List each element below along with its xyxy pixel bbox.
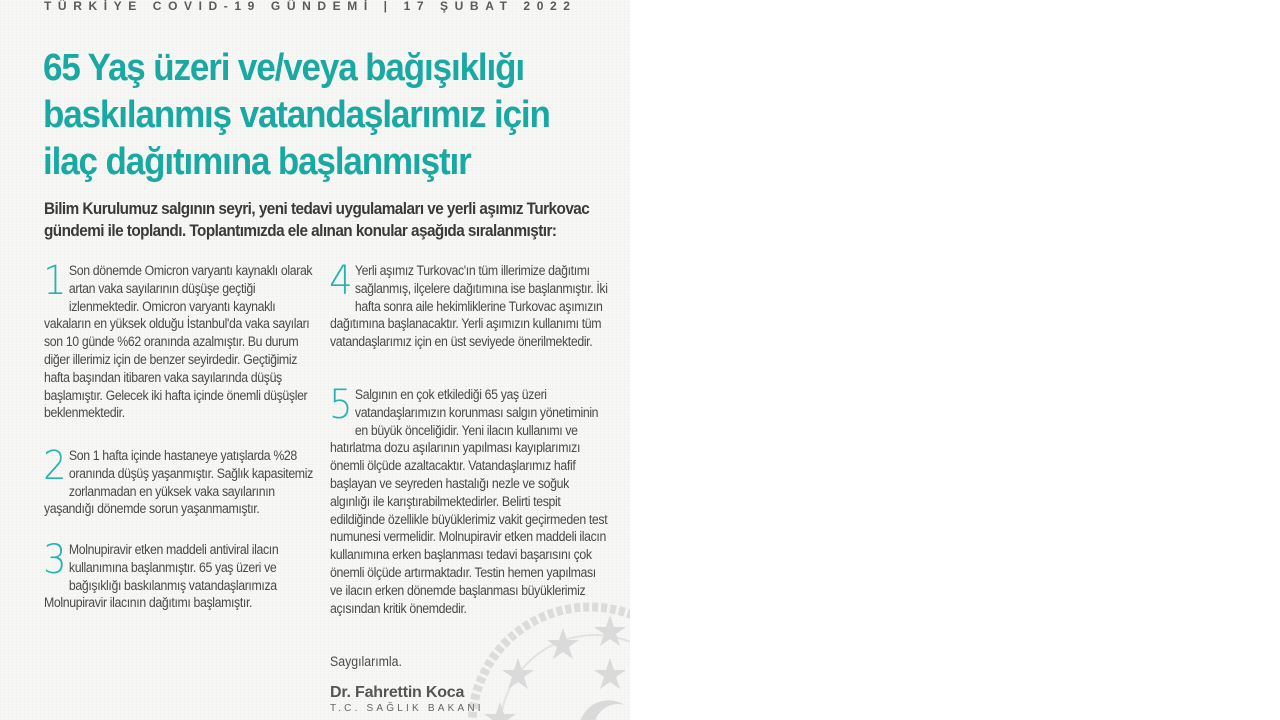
closing-text: Saygılarımla. bbox=[330, 654, 402, 669]
item-text: Son 1 hafta içinde hastaneye yatışlarda %28 oranında düşüş yaşanmıştır. Sağlık kapasitemiz zorlanmadan en yüksek vaka sayılarının yaşandığı dönemde sorun yaşanmamıştır. bbox=[44, 448, 313, 517]
item-text: Son dönemde Omicron varyantı kaynaklı olarak artan vaka sayılarının düşüşe geçtiği izlenmektedir. Omicron varyantı kaynaklı vakaların en yüksek olduğu İstanbul'da vaka sayıları son 10 günde %62 oranında azalmıştır. Bu durum diğer illerimiz için de benzer seyirdedir. Geçtiğimiz hafta başından itibaren vaka sayılarında düşüş başlamıştır. Gelecek iki hafta içinde önemli düşüşler beklenmektedir. bbox=[44, 263, 313, 421]
item-number: 2 bbox=[43, 443, 67, 489]
signature-name: Dr. Fahrettin Koca bbox=[330, 684, 465, 701]
item-number: 5 bbox=[329, 382, 353, 428]
item-number: 3 bbox=[43, 537, 67, 583]
intro-paragraph: Bilim Kurulumuz salgının seyri, yeni tedavi uygulamaları ve yerli aşımız Turkovac gündemi ile toplandı. Toplantımızda ele alınan konular aşağıda sıralanmıştır: bbox=[44, 199, 590, 240]
list-item bbox=[329, 258, 611, 351]
ministry-emblem-icon bbox=[460, 590, 630, 720]
item-number: 1 bbox=[43, 258, 67, 304]
list-item bbox=[43, 258, 320, 422]
header-line: TÜRKİYE COVID-19 GÜNDEMİ | 17 ŞUBAT 2022 bbox=[44, 0, 577, 13]
item-text: Molnupiravir etken maddeli antiviral ilacın kullanımına başlanmıştır. 65 yaş üzeri ve bağışıklığı baskılanmış vatandaşlarımıza Molnupiravir ilacının dağıtımı başlamıştır. bbox=[44, 542, 279, 611]
signature-title: T.C. SAĞLIK BAKANI bbox=[330, 703, 484, 714]
item-number: 4 bbox=[329, 258, 353, 304]
page-title: 65 Yaş üzeri ve/veya bağışıklığı baskılanmış vatandaşlarımız için ilaç dağıtımına başlanmıştır bbox=[43, 47, 550, 183]
list-item bbox=[43, 537, 320, 612]
list-item bbox=[43, 443, 320, 518]
item-text: Yerli aşımız Turkovac'ın tüm illerimize dağıtımı sağlanmış, ilçelere dağıtımına ise başlanmıştır. İki hafta sonra aile hekimliklerine Turkovac aşımızın dağıtımına başlanacaktır. Yerli aşımızın kullanımı tüm vatandaşlarımız için en üst seviyede önerilmektedir. bbox=[330, 263, 608, 350]
list-item bbox=[329, 382, 611, 617]
announcement-page bbox=[0, 0, 630, 720]
item-text: Salgının en çok etkilediği 65 yaş üzeri vatandaşlarımızın korunması salgın yönetiminin en büyük önceliğidir. Yeni ilacın kullanımı ve hatırlatma dozu aşılarının yapılması kayıplarımızı önemli ölçüde azaltacaktır. Vatandaşlarımız hafif başlayan ve seyreden hastalığı nezle ve soğuk algınlığı ile karıştırabilmektedirler. Belirti tespit edildiğinde özellikle büyüklerimiz vakit geçirmeden test numunesi vermelidir. Molnupiravir etken maddeli ilacın kullanımına erken başlanması tedavi başarısını çok önemli ölçüde artırmaktadır. Testin hemen yapılması ve ilacın erken dönemde başlanması büyüklerimiz açısından kritik önemdedir. bbox=[330, 387, 608, 616]
